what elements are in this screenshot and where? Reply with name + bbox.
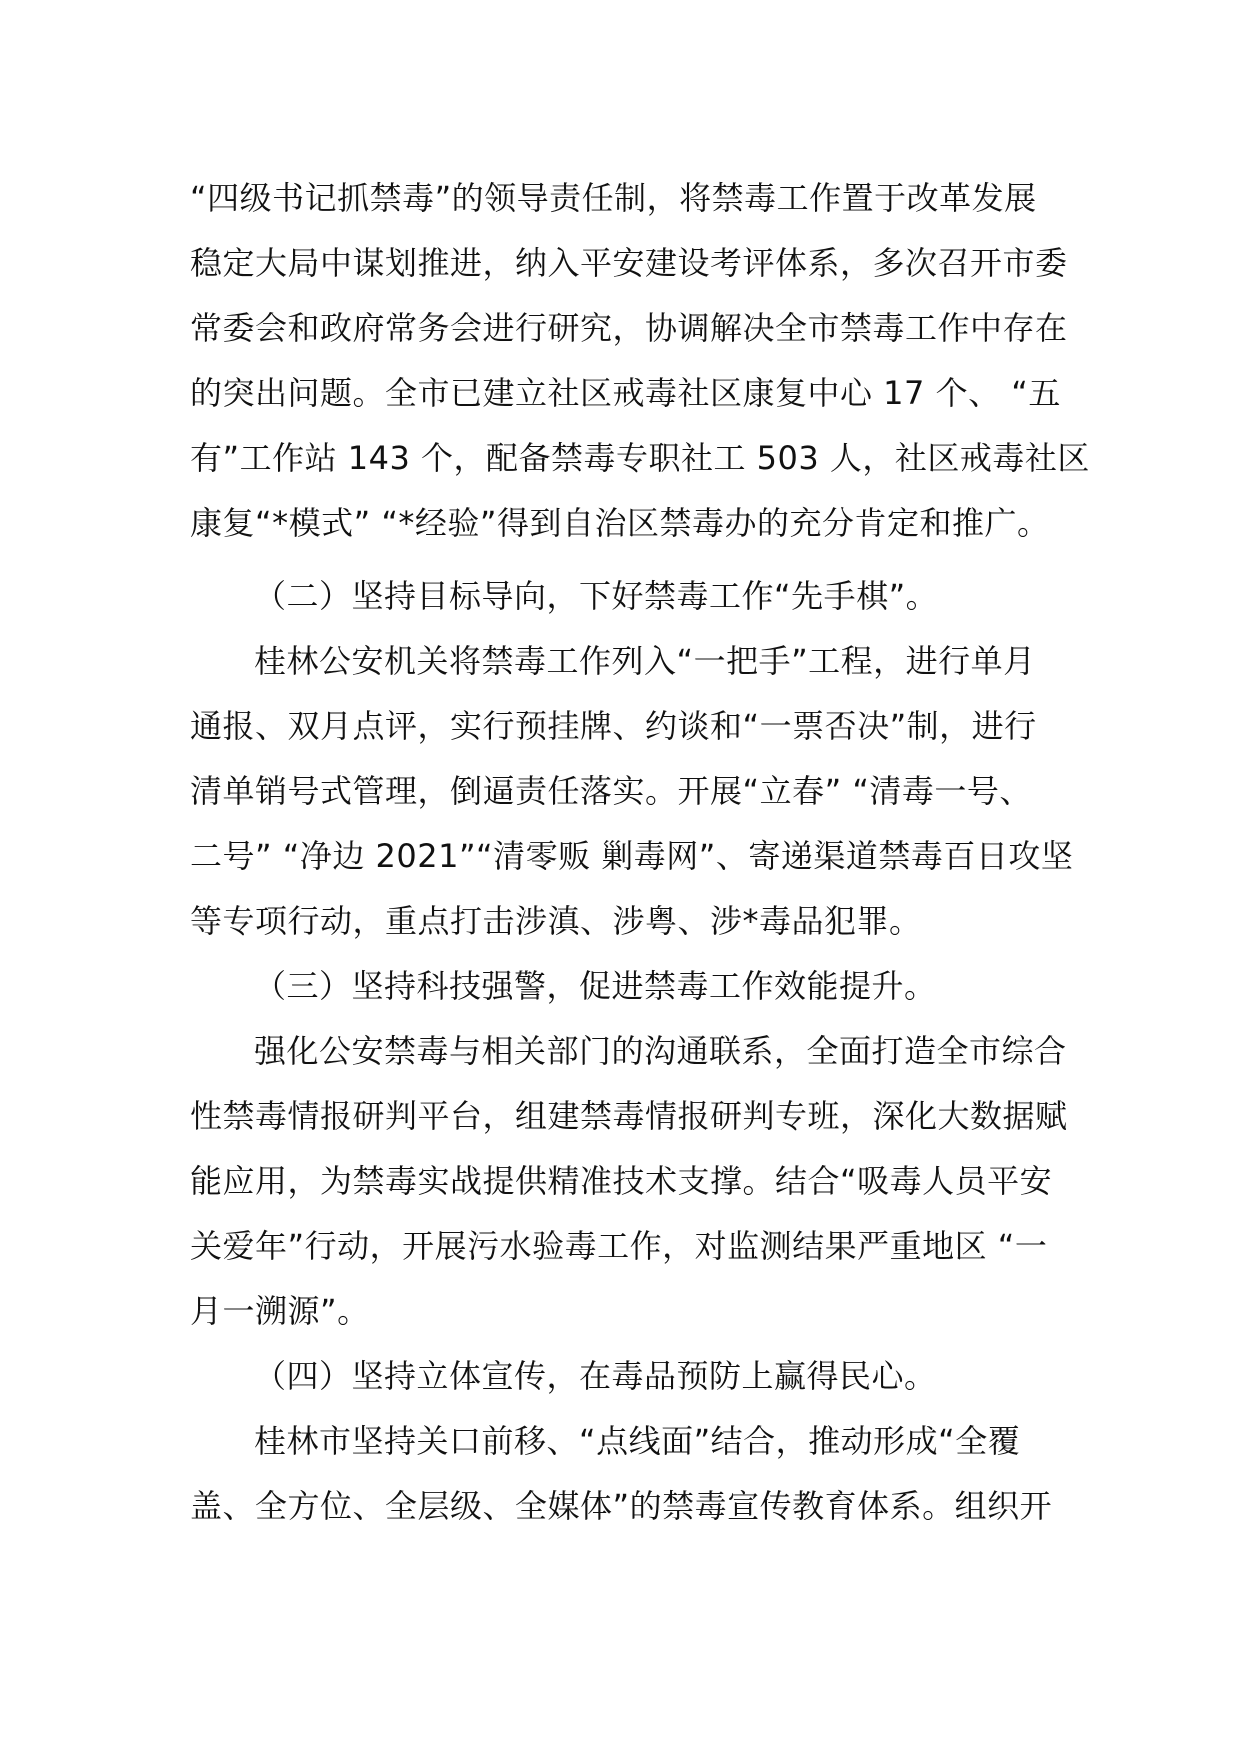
paragraph-line: 稳定大局中谋划推进，纳入平安建设考评体系，多次召开市委 — [190, 244, 1068, 282]
paragraph-line: 通报、双月点评，实行预挂牌、约谈和“一票否决”制，进行 — [190, 707, 1037, 745]
paragraph-line: 清单销号式管理，倒逼责任落实。开展“立春” “清毒一号、 — [190, 772, 1032, 810]
paragraph-line: “四级书记抓禁毒”的领导责任制，将禁毒工作置于改革发展 — [190, 179, 1037, 217]
paragraph-line: 桂林市坚持关口前移、“点线面”结合，推动形成“全覆 — [254, 1422, 1021, 1460]
paragraph-line: 常委会和政府常务会进行研究，协调解决全市禁毒工作中存在 — [190, 309, 1068, 347]
paragraph-line: 性禁毒情报研判平台，组建禁毒情报研判专班，深化大数据赋 — [190, 1097, 1068, 1135]
section-heading: （二）坚持目标导向，下好禁毒工作“先手棋”。 — [254, 577, 939, 615]
paragraph-line: 盖、全方位、全层级、全媒体”的禁毒宣传教育体系。组织开 — [190, 1487, 1053, 1525]
section-heading: （四）坚持立体宣传，在毒品预防上赢得民心。 — [254, 1357, 937, 1395]
paragraph-line: 的突出问题。全市已建立社区戒毒社区康复中心 17 个、 “五 — [190, 374, 1061, 412]
paragraph-line: 等专项行动，重点打击涉滇、涉粤、涉*毒品犯罪。 — [190, 902, 922, 940]
paragraph-line: 关爱年”行动，开展污水验毒工作，对监测结果严重地区 “一 — [190, 1227, 1048, 1265]
paragraph-line: 能应用，为禁毒实战提供精准技术支撑。结合“吸毒人员平安 — [190, 1162, 1053, 1200]
section-heading: （三）坚持科技强警，促进禁毒工作效能提升。 — [254, 967, 937, 1005]
paragraph-line: 有”工作站 143 个，配备禁毒专职社工 503 人，社区戒毒社区 — [190, 439, 1090, 477]
paragraph-line: 桂林公安机关将禁毒工作列入“一把手”工程，进行单月 — [254, 642, 1036, 680]
paragraph-line: 二号” “净边 2021”“清零贩 剿毒网”、寄递渠道禁毒百日攻坚 — [190, 837, 1074, 875]
paragraph-line: 月一溯源”。 — [190, 1292, 370, 1330]
document-body — [190, 166, 1090, 1539]
paragraph-line: 康复“*模式” “*经验”得到自治区禁毒办的充分肯定和推广。 — [190, 504, 1050, 542]
paragraph-line: 强化公安禁毒与相关部门的沟通联系，全面打造全市综合 — [254, 1032, 1067, 1070]
